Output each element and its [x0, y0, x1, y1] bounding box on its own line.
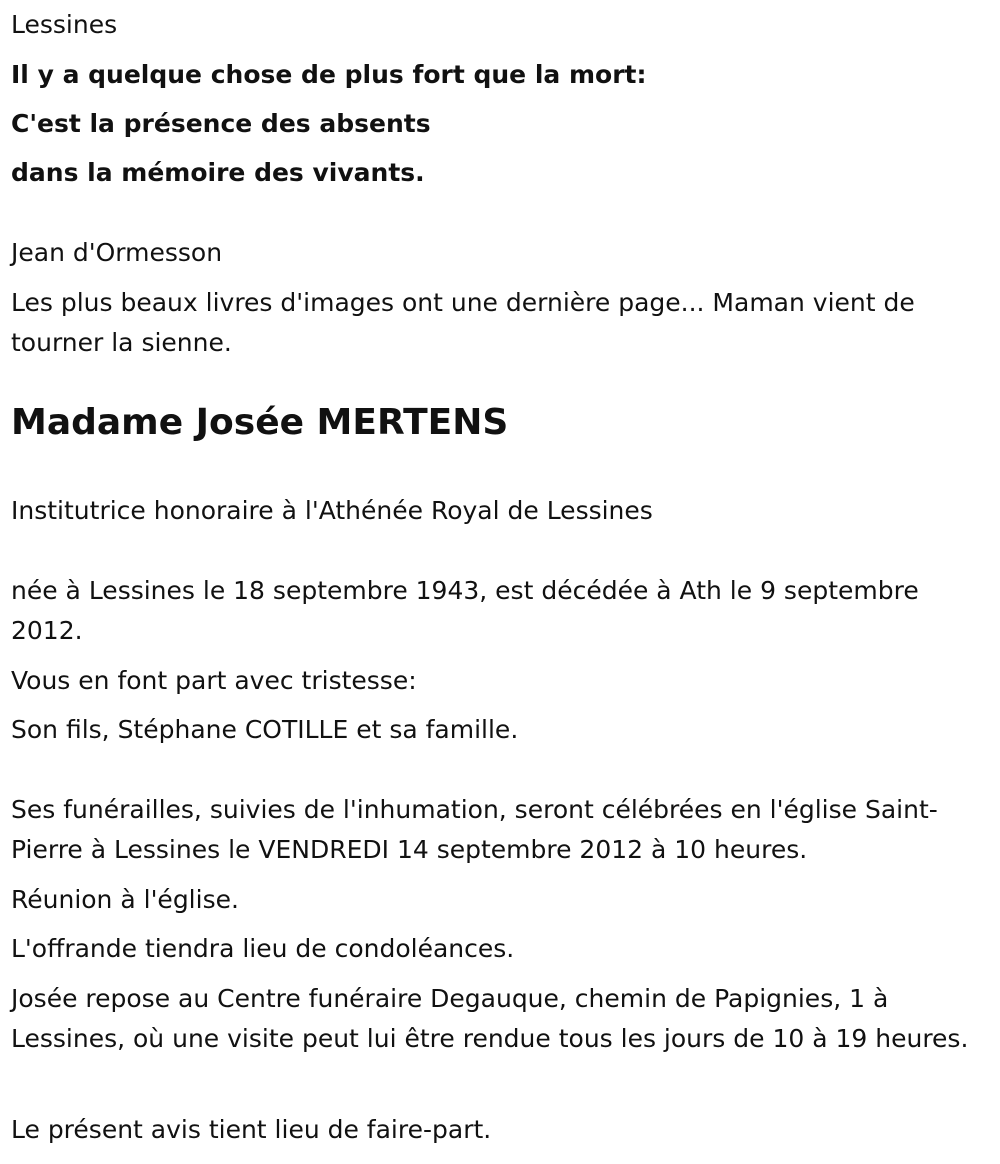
quote-line-3: dans la mémoire des vivants. — [11, 158, 425, 187]
town-label: Lessines — [11, 10, 118, 39]
funeral-text: Ses funérailles, suivies de l'inhumation, seront célébrées en l'église Saint-Pierre à Lessines le VENDREDI 14 septembre 2012 à 10 heures. — [11, 795, 938, 864]
offering-text: L'offrande tiendra lieu de condoléances. — [11, 934, 515, 963]
birth-death-text: née à Lessines le 18 septembre 1943, est décédée à Ath le 9 septembre 2012. — [11, 576, 919, 645]
meeting-text: Réunion à l'église. — [11, 885, 239, 914]
epigraph-text: Les plus beaux livres d'images ont une dernière page... Maman vient de tourner la sienne. — [11, 288, 915, 357]
announcement-intro: Vous en font part avec tristesse: — [11, 666, 417, 695]
quote-line-1: Il y a quelque chose de plus fort que la mort: — [11, 60, 647, 89]
occupation-text: Institutrice honoraire à l'Athénée Royal de Lessines — [11, 496, 653, 525]
family-text: Son fils, Stéphane COTILLE et sa famille. — [11, 715, 519, 744]
deceased-name: Madame Josée MERTENS — [11, 402, 509, 443]
visitation-text: Josée repose au Centre funéraire Degauque, chemin de Papignies, 1 à Lessines, où une visite peut lui être rendue tous les jours de 10 à 19 heures. — [11, 984, 969, 1053]
closing-text: Le présent avis tient lieu de faire-part. — [11, 1115, 492, 1144]
quote-author: Jean d'Ormesson — [11, 238, 223, 267]
quote-line-2: C'est la présence des absents — [11, 109, 431, 138]
